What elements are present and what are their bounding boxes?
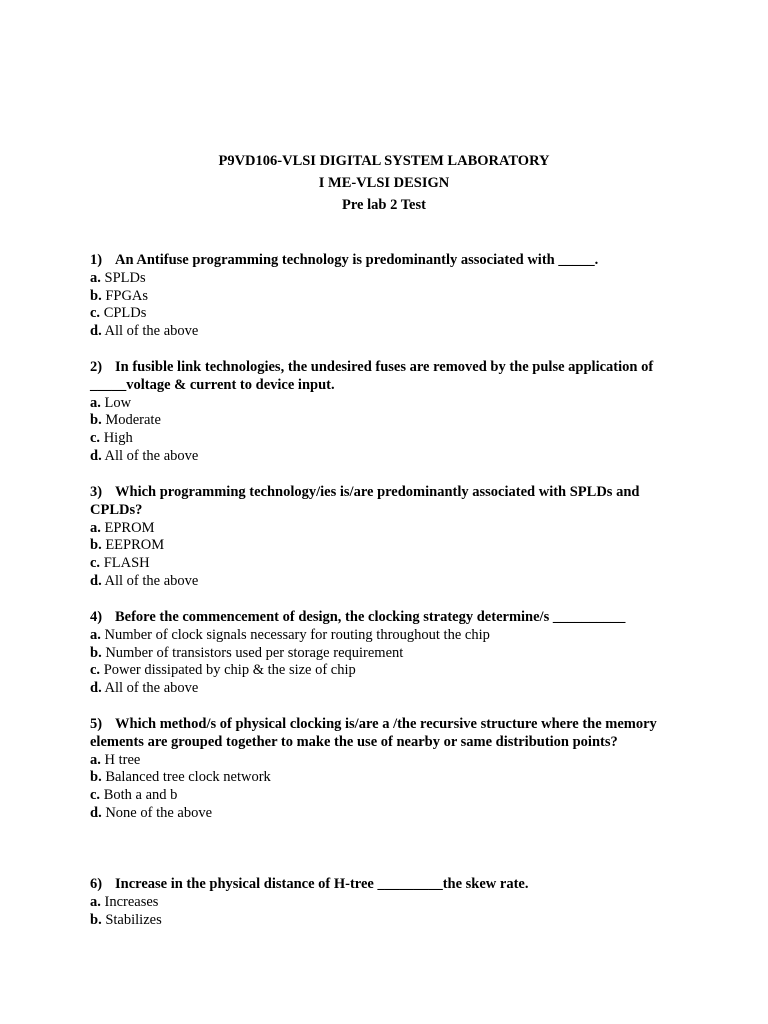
- option-text: All of the above: [104, 447, 199, 464]
- option-b: [90, 912, 690, 930]
- option-letter: b.: [90, 644, 102, 661]
- question-3: [90, 484, 690, 591]
- question-4: [90, 609, 690, 698]
- option-text: H tree: [104, 751, 141, 768]
- document-header: [0, 150, 768, 216]
- question-body: Which programming technology/ies is/are predominantly associated with SPLDs and CPLDs?: [90, 484, 640, 518]
- option-c: [90, 430, 690, 448]
- option-letter: c.: [90, 305, 101, 322]
- option-text: None of the above: [105, 804, 213, 821]
- option-text: SPLDs: [104, 269, 146, 286]
- option-b: [90, 288, 690, 306]
- option-text: Number of transistors used per storage requirement: [105, 644, 404, 661]
- question-text: [90, 609, 690, 627]
- option-text: Moderate: [105, 412, 161, 429]
- option-text: CPLDs: [103, 305, 147, 322]
- question-body: Increase in the physical distance of H-tree _________the skew rate.: [115, 876, 529, 892]
- option-d: [90, 680, 690, 698]
- option-letter: b.: [90, 769, 102, 786]
- option-letter: d.: [90, 804, 102, 821]
- option-text: High: [103, 430, 133, 447]
- question-2: [90, 359, 690, 466]
- option-c: [90, 662, 690, 680]
- option-letter: b.: [90, 911, 102, 928]
- question-number: 6): [90, 876, 103, 892]
- option-text: Power dissipated by chip & the size of chip: [103, 662, 356, 679]
- option-a: [90, 395, 690, 413]
- question-6: [90, 876, 690, 929]
- option-c: [90, 787, 690, 805]
- option-a: [90, 894, 690, 912]
- option-text: EPROM: [104, 519, 155, 536]
- option-b: [90, 537, 690, 555]
- question-number: 4): [90, 609, 103, 625]
- option-letter: a.: [90, 751, 101, 768]
- option-d: [90, 323, 690, 341]
- option-text: Stabilizes: [105, 911, 162, 928]
- question-body: Which method/s of physical clocking is/are a /the recursive structure where the memory elements are grouped together to make the use of nearby or same distribution points?: [90, 716, 657, 750]
- question-number: 2): [90, 359, 103, 375]
- question-number: 1): [90, 252, 103, 268]
- option-text: Increases: [104, 893, 159, 910]
- question-text: [90, 484, 690, 520]
- option-a: [90, 270, 690, 288]
- question-body: Before the commencement of design, the clocking strategy determine/s __________: [115, 609, 626, 625]
- option-letter: b.: [90, 412, 102, 429]
- option-a: [90, 520, 690, 538]
- program-title: I ME-VLSI DESIGN: [318, 175, 450, 191]
- option-letter: d.: [90, 323, 102, 340]
- option-b: [90, 645, 690, 663]
- option-text: All of the above: [104, 680, 199, 697]
- option-text: FPGAs: [105, 287, 149, 304]
- option-letter: a.: [90, 519, 101, 536]
- option-d: [90, 448, 690, 466]
- option-b: [90, 769, 690, 787]
- option-letter: a.: [90, 269, 101, 286]
- option-letter: d.: [90, 572, 102, 589]
- question-number: 5): [90, 716, 103, 732]
- option-letter: a.: [90, 893, 101, 910]
- option-text: Both a and b: [103, 787, 178, 804]
- option-text: All of the above: [104, 572, 199, 589]
- option-letter: c.: [90, 430, 101, 447]
- option-letter: b.: [90, 537, 102, 554]
- question-body: An Antifuse programming technology is predominantly associated with _____.: [115, 252, 599, 268]
- option-d: [90, 805, 690, 823]
- option-text: EEPROM: [105, 537, 165, 554]
- test-title: Pre lab 2 Test: [342, 197, 426, 213]
- question-body: In fusible link technologies, the undesired fuses are removed by the pulse application of _____voltage & current to device input.: [90, 359, 654, 393]
- option-letter: a.: [90, 626, 101, 643]
- option-c: [90, 555, 690, 573]
- option-letter: d.: [90, 447, 102, 464]
- option-letter: c.: [90, 555, 101, 572]
- option-text: Low: [104, 394, 132, 411]
- question-5: [90, 716, 690, 823]
- option-text: All of the above: [104, 323, 199, 340]
- option-c: [90, 305, 690, 323]
- question-text: [90, 876, 690, 894]
- option-text: FLASH: [103, 555, 150, 572]
- option-letter: b.: [90, 287, 102, 304]
- question-text: [90, 252, 690, 270]
- question-text: [90, 716, 690, 752]
- option-a: [90, 752, 690, 770]
- option-text: Balanced tree clock network: [105, 769, 271, 786]
- course-title: P9VD106-VLSI DIGITAL SYSTEM LABORATORY: [218, 153, 550, 169]
- option-letter: c.: [90, 787, 101, 804]
- option-text: Number of clock signals necessary for routing throughout the chip: [104, 626, 490, 643]
- question-1: [90, 252, 690, 341]
- option-letter: d.: [90, 680, 102, 697]
- question-text: [90, 359, 690, 395]
- option-a: [90, 627, 690, 645]
- option-b: [90, 412, 690, 430]
- question-number: 3): [90, 484, 103, 500]
- option-letter: c.: [90, 662, 101, 679]
- option-d: [90, 573, 690, 591]
- option-letter: a.: [90, 394, 101, 411]
